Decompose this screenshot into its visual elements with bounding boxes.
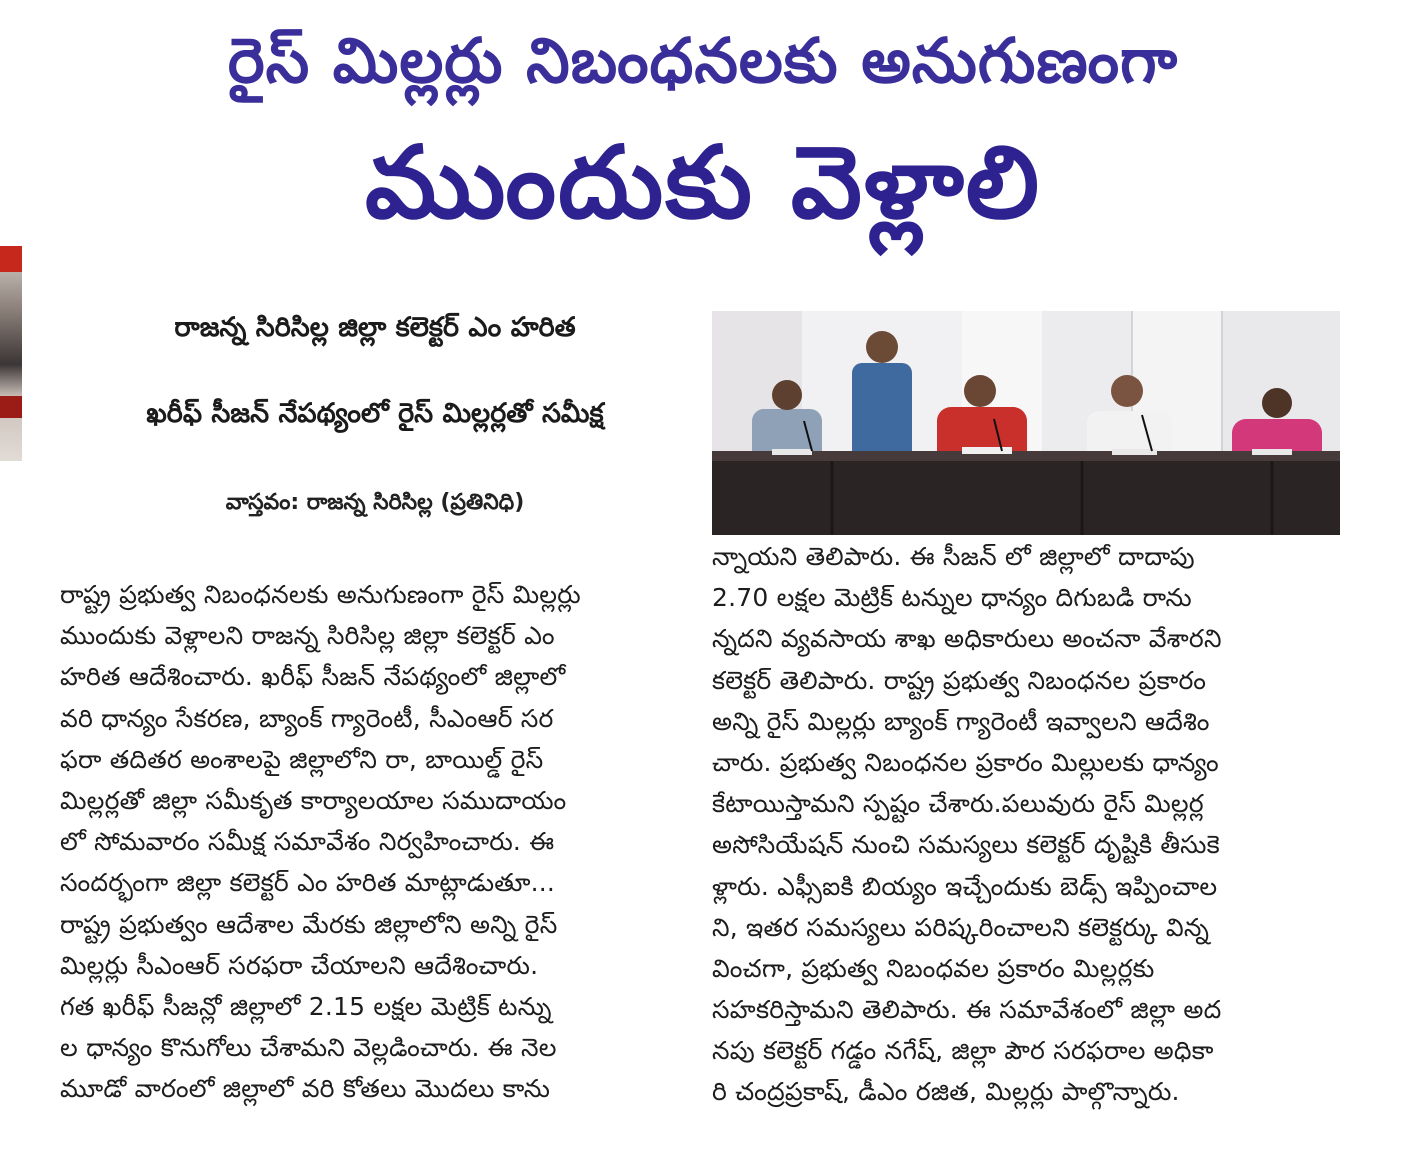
text-line: 2.70 లక్షల మెట్రిక్ టన్నుల ధాన్యం దిగుబడి రాను bbox=[712, 583, 1192, 613]
adjacent-photo-crop bbox=[0, 246, 22, 461]
headline-line-1: రైస్ మిల్లర్లు నిబంధనలకు అనుగుణంగా bbox=[227, 24, 1179, 97]
text-line: ని, ఇతర సమస్యలు పరిష్కరించాలని కలెక్టర్కు విన్న bbox=[712, 912, 1210, 942]
text-line: న్నదని వ్యవసాయ శాఖ అధికారులు అంచనా వేశారని bbox=[712, 624, 1222, 654]
headline-line-2: ముందుకు వెళ్లాలి bbox=[364, 124, 1042, 241]
text-line: మిల్లర్లు సీఎంఆర్ సరఫరా చేయాలని ఆదేశించారు. bbox=[60, 950, 539, 980]
byline: వాస్తవం: రాజన్న సిరిసిల్ల (ప్రతినిధి) bbox=[225, 490, 525, 515]
text-line: ఫరా తదితర అంశాలపై జిల్లాలోని రా, బాయిల్డ్ రైస్ bbox=[60, 744, 544, 774]
text-line: న్నాయని తెలిపారు. ఈ సీజన్ లో జిల్లాలో దాదాపు bbox=[712, 542, 1195, 571]
article-body-right bbox=[712, 536, 1340, 1113]
text-line: సందర్భంగా జిల్లా కలెక్టర్ ఎం హరిత మాట్లాడుతూ... bbox=[60, 868, 556, 898]
text-line: హరిత ఆదేశించారు. ఖరీఫ్ సీజన్ నేపథ్యంలో జిల్లాలో bbox=[60, 662, 566, 692]
text-line: కేటాయిస్తామని స్పష్టం చేశారు.పలువురు రైస్ మిల్లర్ల bbox=[712, 789, 1204, 819]
text-line: అన్ని రైస్ మిల్లర్లు బ్యాంక్ గ్యారెంటీ ఇవ్వాలని ఆదేశిం bbox=[712, 706, 1210, 736]
text-line: వరి ధాన్యం సేకరణ, బ్యాంక్ గ్యారెంటీ, సీఎంఆర్ సర bbox=[60, 703, 554, 733]
text-line: చారు. ప్రభుత్వ నిబంధనల ప్రకారం మిల్లులకు ధాన్యం bbox=[712, 747, 1219, 777]
text-line: లో సోమవారం సమీక్ష సమావేశం నిర్వహించారు. ఈ bbox=[60, 827, 555, 857]
text-line: అసోసియేషన్ నుంచి సమస్యలు కలెక్టర్ దృష్టికి తీసుకె bbox=[712, 830, 1220, 860]
text-line: రి చంద్రప్రకాష్, డీఎం రజిత, మిల్లర్లు పాల్గొన్నారు. bbox=[712, 1077, 1180, 1107]
text-line: ళ్లారు. ఎఫ్సీఐకి బియ్యం ఇచ్చేందుకు బెడ్స్ ఇప్పించాల bbox=[712, 871, 1218, 901]
text-line: రాష్ట్ర ప్రభుత్వ నిబంధనలకు అనుగుణంగా రైస్ మిల్లర్లు bbox=[60, 580, 581, 609]
text-line: వించగా, ప్రభుత్వ నిబంధవల ప్రకారం మిల్లర్లకు bbox=[712, 953, 1155, 983]
subheadline-2: ఖరీఫ్ సీజన్ నేపథ్యంలో రైస్ మిల్లర్లతో సమీక్ష bbox=[146, 398, 604, 429]
subheadline-1: రాజన్న సిరిసిల్ల జిల్లా కలెక్టర్ ఎం హరిత bbox=[174, 312, 576, 343]
text-line: మూడో వారంలో జిల్లాలో వరి కోతలు మొదలు కాను bbox=[60, 1074, 551, 1104]
article-body-left bbox=[60, 574, 690, 1109]
text-line: ముందుకు వెళ్లాలని రాజన్న సిరిసిల్ల జిల్లా కలెక్టర్ ఎం bbox=[60, 621, 555, 651]
text-line: ల ధాన్యం కొనుగోలు చేశామని వెల్లడించారు. ఈ నెల bbox=[60, 1033, 557, 1063]
text-line: రాష్ట్ర ప్రభుత్వం ఆదేశాల మేరకు జిల్లాలోని అన్ని రైస్ bbox=[60, 909, 558, 939]
meeting-photo bbox=[712, 311, 1340, 535]
text-line: నపు కలెక్టర్ గడ్డం నగేష్, జిల్లా పౌర సరఫరాల అధికా bbox=[712, 1036, 1214, 1066]
text-line: మిల్లర్లతో జిల్లా సమీకృత కార్యాలయాల సముదాయం bbox=[60, 785, 567, 815]
text-line: సహకరిస్తామని తెలిపారు. ఈ సమావేశంలో జిల్లా అద bbox=[712, 995, 1222, 1025]
text-line: గత ఖరీఫ్ సీజన్లో జిల్లాలో 2.15 లక్షల మెట్రిక్ టన్ను bbox=[60, 991, 552, 1021]
text-line: కలెక్టర్ తెలిపారు. రాష్ట్ర ప్రభుత్వ నిబంధనల ప్రకారం bbox=[712, 665, 1207, 695]
